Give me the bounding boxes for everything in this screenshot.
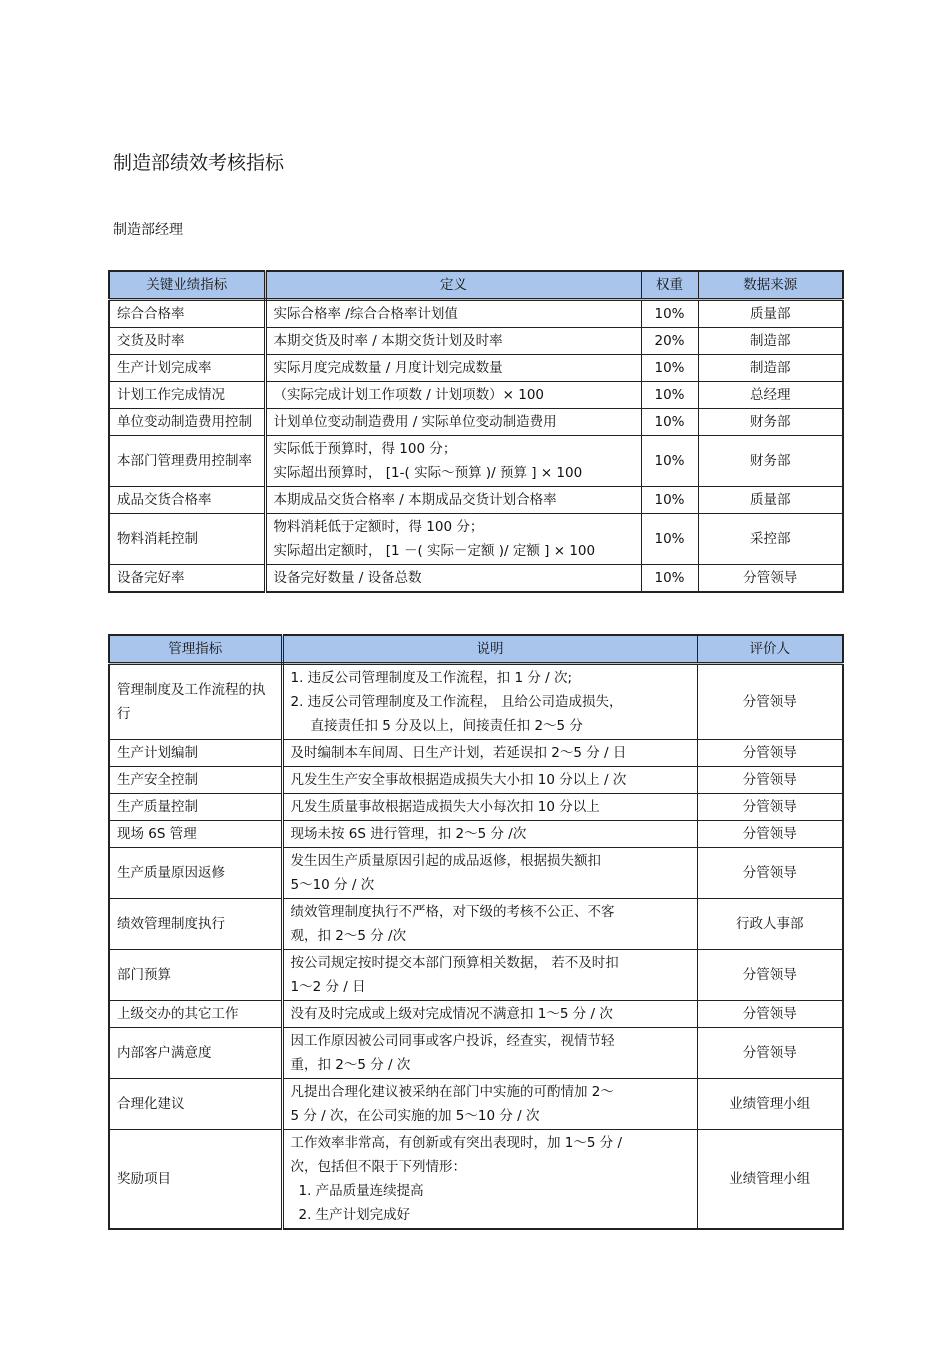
kpi-source: 采控部 — [698, 514, 843, 565]
table-row — [109, 328, 843, 355]
kpi-weight: 10% — [641, 382, 698, 409]
kpi-name: 单位变动制造费用控制 — [109, 409, 265, 436]
kpi-definition — [265, 514, 641, 565]
mgmt-name: 绩效管理制度执行 — [109, 899, 282, 950]
table-row — [109, 740, 843, 767]
kpi-header-weight: 权重 — [641, 271, 698, 300]
mgmt-description — [282, 1130, 697, 1230]
mgmt-rater: 分管领导 — [697, 1028, 843, 1079]
mgmt-description-line: 因工作原因被公司同事或客户投诉，经查实，视情节轻 — [290, 1033, 615, 1049]
table-row — [109, 487, 843, 514]
mgmt-description-line: 观，扣 2～5 分 /次 — [290, 928, 407, 944]
kpi-definition-line: （实际完成计划工作项数 / 计划项数）× 100 — [273, 387, 545, 403]
table-row — [109, 409, 843, 436]
mgmt-description — [282, 899, 697, 950]
kpi-source: 质量部 — [698, 300, 843, 328]
table-row — [109, 1079, 843, 1130]
kpi-weight: 10% — [641, 300, 698, 328]
kpi-source: 质量部 — [698, 487, 843, 514]
kpi-definition-line: 实际低于预算时，得 100 分； — [273, 441, 457, 457]
kpi-name: 综合合格率 — [109, 300, 265, 328]
kpi-definition — [265, 487, 641, 514]
section-subtitle: 制造部经理 — [113, 222, 183, 238]
kpi-definition — [265, 565, 641, 593]
mgmt-description-line: 5～10 分 / 次 — [290, 877, 375, 893]
table-row — [109, 1001, 843, 1028]
kpi-weight: 10% — [641, 514, 698, 565]
kpi-weight: 10% — [641, 565, 698, 593]
kpi-weight: 10% — [641, 487, 698, 514]
kpi-header-indicator: 关键业绩指标 — [109, 271, 265, 300]
mgmt-rater: 分管领导 — [697, 848, 843, 899]
mgmt-description — [282, 848, 697, 899]
mgmt-description — [282, 950, 697, 1001]
mgmt-description-line: 重，扣 2～5 分 / 次 — [290, 1057, 411, 1073]
kpi-source: 分管领导 — [698, 565, 843, 593]
table-row — [109, 794, 843, 821]
mgmt-description-line: 1. 产品质量连续提高 — [298, 1183, 424, 1199]
table-row — [109, 821, 843, 848]
kpi-name: 计划工作完成情况 — [109, 382, 265, 409]
mgmt-rater: 分管领导 — [697, 1001, 843, 1028]
kpi-definition-line: 实际月度完成数量 / 月度计划完成数量 — [273, 360, 503, 376]
table-row — [109, 767, 843, 794]
table-row — [109, 355, 843, 382]
table-row — [109, 300, 843, 328]
mgmt-name: 生产计划编制 — [109, 740, 282, 767]
mgmt-description-line: 1～2 分 / 日 — [290, 979, 366, 995]
mgmt-header-rater: 评价人 — [697, 635, 843, 664]
mgmt-header-description: 说明 — [282, 635, 697, 664]
kpi-name: 设备完好率 — [109, 565, 265, 593]
mgmt-description-line: 按公司规定按时提交本部门预算相关数据， 若不及时扣 — [290, 955, 619, 971]
kpi-name: 本部门管理费用控制率 — [109, 436, 265, 487]
mgmt-name: 现场 6S 管理 — [109, 821, 282, 848]
mgmt-name: 生产质量原因返修 — [109, 848, 282, 899]
mgmt-description-line: 凡发生质量事故根据造成损失大小每次扣 10 分以上 — [290, 799, 600, 815]
mgmt-name: 管理制度及工作流程的执行 — [109, 664, 282, 740]
kpi-name: 生产计划完成率 — [109, 355, 265, 382]
kpi-definition-line: 实际超出定额时， [1 －( 实际－定额 )/ 定额 ] × 100 — [273, 543, 596, 559]
mgmt-rater: 分管领导 — [697, 821, 843, 848]
kpi-definition — [265, 409, 641, 436]
kpi-definition — [265, 328, 641, 355]
kpi-name: 成品交货合格率 — [109, 487, 265, 514]
kpi-source: 财务部 — [698, 436, 843, 487]
mgmt-rater: 分管领导 — [697, 664, 843, 740]
table-row — [109, 950, 843, 1001]
kpi-definition — [265, 300, 641, 328]
mgmt-description-line: 凡提出合理化建议被采纳在部门中实施的可酌情加 2～ — [290, 1084, 614, 1100]
mgmt-name: 内部客户满意度 — [109, 1028, 282, 1079]
kpi-name: 交货及时率 — [109, 328, 265, 355]
mgmt-description — [282, 1001, 697, 1028]
management-table — [108, 634, 844, 1230]
mgmt-description-line: 次，包括但不限于下列情形： — [290, 1159, 466, 1175]
kpi-weight: 10% — [641, 355, 698, 382]
table-row — [109, 848, 843, 899]
mgmt-rater: 分管领导 — [697, 794, 843, 821]
kpi-definition-line: 实际超出预算时， [1-( 实际～预算 )/ 预算 ] × 100 — [273, 465, 583, 481]
mgmt-description-line: 5 分 / 次，在公司实施的加 5～10 分 / 次 — [290, 1108, 540, 1124]
kpi-definition-line: 物料消耗低于定额时，得 100 分； — [273, 519, 484, 535]
kpi-header-definition: 定义 — [265, 271, 641, 300]
mgmt-name: 部门预算 — [109, 950, 282, 1001]
kpi-definition-line: 计划单位变动制造费用 / 实际单位变动制造费用 — [273, 414, 557, 430]
kpi-source: 总经理 — [698, 382, 843, 409]
mgmt-rater: 分管领导 — [697, 950, 843, 1001]
table-row — [109, 1028, 843, 1079]
mgmt-description-line: 没有及时完成或上级对完成情况不满意扣 1～5 分 / 次 — [290, 1006, 613, 1022]
mgmt-description — [282, 767, 697, 794]
kpi-definition — [265, 382, 641, 409]
mgmt-rater: 分管领导 — [697, 767, 843, 794]
mgmt-description — [282, 1028, 697, 1079]
table-row — [109, 565, 843, 593]
kpi-header-source: 数据来源 — [698, 271, 843, 300]
mgmt-description-line: 及时编制本车间周、日生产计划，若延误扣 2～5 分 / 日 — [290, 745, 627, 761]
table-row — [109, 382, 843, 409]
kpi-weight: 10% — [641, 436, 698, 487]
table-row — [109, 664, 843, 740]
mgmt-name: 生产安全控制 — [109, 767, 282, 794]
kpi-definition — [265, 436, 641, 487]
mgmt-header-indicator: 管理指标 — [109, 635, 282, 664]
mgmt-name: 合理化建议 — [109, 1079, 282, 1130]
kpi-header-row — [109, 271, 843, 300]
kpi-name: 物料消耗控制 — [109, 514, 265, 565]
mgmt-description-line: 凡发生生产安全事故根据造成损失大小扣 10 分以上 / 次 — [290, 772, 627, 788]
table-row — [109, 514, 843, 565]
table-row — [109, 1130, 843, 1230]
kpi-table — [108, 270, 844, 593]
table-row — [109, 436, 843, 487]
table-row — [109, 899, 843, 950]
kpi-definition-line: 设备完好数量 / 设备总数 — [273, 570, 422, 586]
mgmt-description — [282, 821, 697, 848]
kpi-definition — [265, 355, 641, 382]
kpi-source: 制造部 — [698, 328, 843, 355]
mgmt-rater: 分管领导 — [697, 740, 843, 767]
mgmt-header-row — [109, 635, 843, 664]
mgmt-description-line: 1. 违反公司管理制度及工作流程，扣 1 分 / 次; — [290, 670, 573, 686]
mgmt-rater: 业绩管理小组 — [697, 1079, 843, 1130]
kpi-definition-line: 本期成品交货合格率 / 本期成品交货计划合格率 — [273, 492, 557, 508]
mgmt-description-line: 直接责任扣 5 分及以上，间接责任扣 2～5 分 — [310, 718, 583, 734]
mgmt-description-line: 现场未按 6S 进行管理，扣 2～5 分 /次 — [290, 826, 527, 842]
mgmt-description — [282, 740, 697, 767]
kpi-definition-line: 本期交货及时率 / 本期交货计划及时率 — [273, 333, 503, 349]
mgmt-rater: 行政人事部 — [697, 899, 843, 950]
mgmt-description-line: 2. 生产计划完成好 — [298, 1207, 411, 1223]
kpi-source: 财务部 — [698, 409, 843, 436]
mgmt-description — [282, 664, 697, 740]
mgmt-description-line: 发生因生产质量原因引起的成品返修，根据损失额扣 — [290, 853, 601, 869]
kpi-source: 制造部 — [698, 355, 843, 382]
kpi-weight: 10% — [641, 409, 698, 436]
mgmt-description — [282, 1079, 697, 1130]
mgmt-description-line: 绩效管理制度执行不严格，对下级的考核不公正、不客 — [290, 904, 615, 920]
page-title: 制造部绩效考核指标 — [113, 152, 285, 174]
mgmt-name: 生产质量控制 — [109, 794, 282, 821]
mgmt-name: 奖励项目 — [109, 1130, 282, 1230]
mgmt-name: 上级交办的其它工作 — [109, 1001, 282, 1028]
mgmt-description-line: 2. 违反公司管理制度及工作流程， 且给公司造成损失， — [290, 694, 623, 710]
kpi-weight: 20% — [641, 328, 698, 355]
mgmt-rater: 业绩管理小组 — [697, 1130, 843, 1230]
kpi-definition-line: 实际合格率 /综合合格率计划值 — [273, 306, 458, 322]
mgmt-description — [282, 794, 697, 821]
mgmt-description-line: 工作效率非常高，有创新或有突出表现时，加 1～5 分 / — [290, 1135, 623, 1151]
